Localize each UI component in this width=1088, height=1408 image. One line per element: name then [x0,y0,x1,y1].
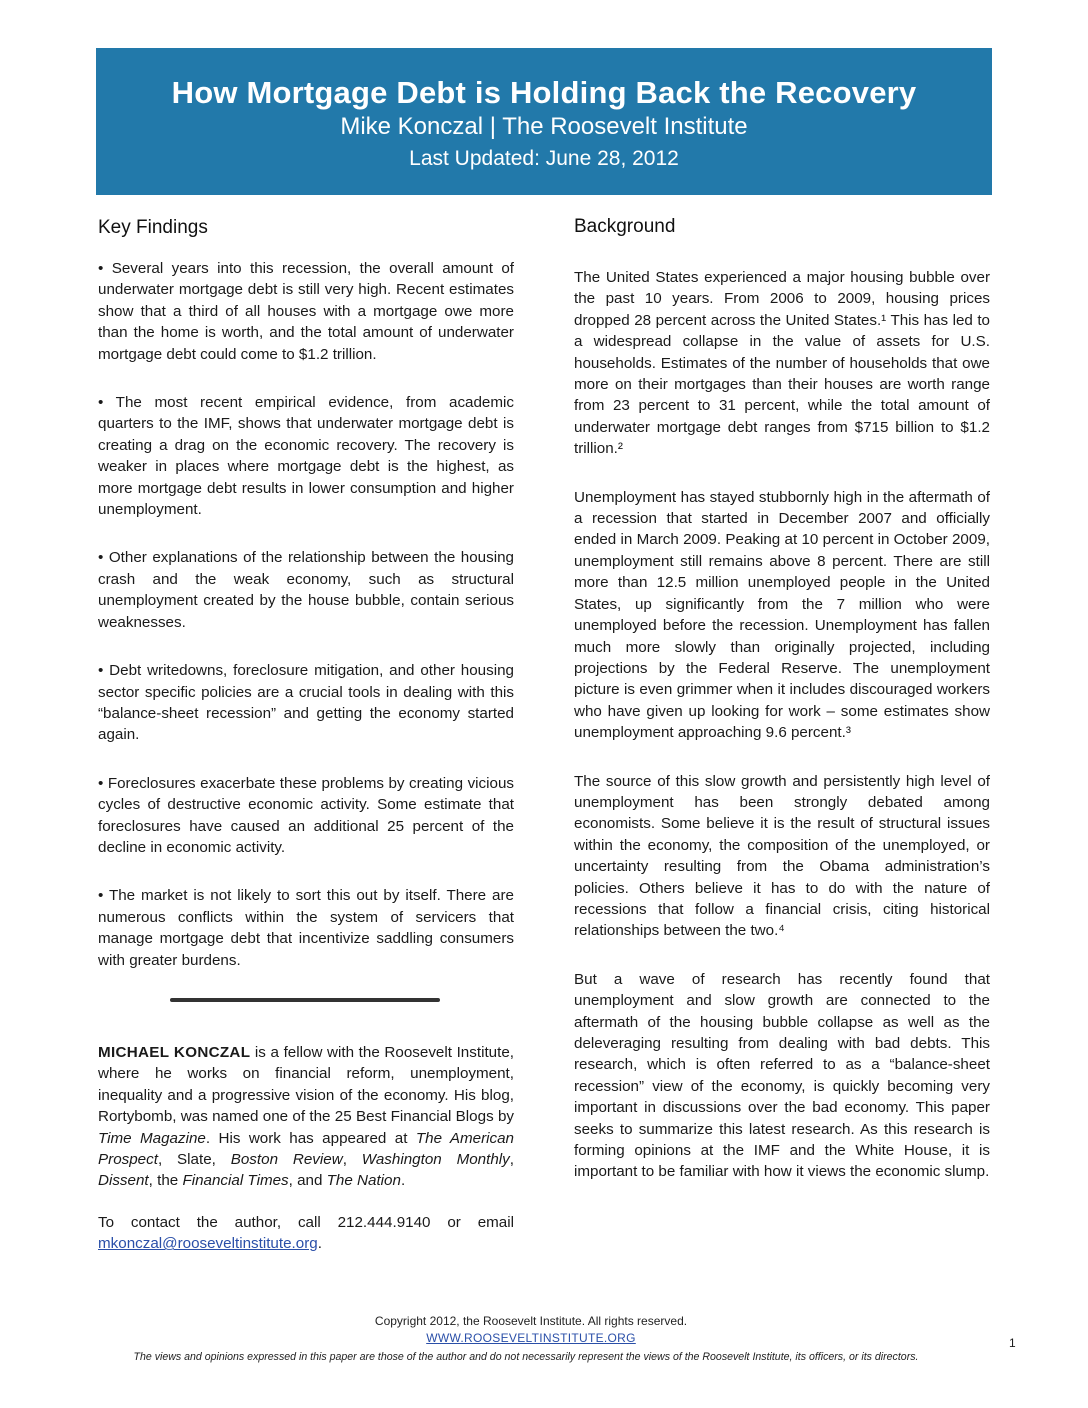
author-name: MICHAEL KONCZAL [98,1043,251,1061]
bio-text: , [509,1151,514,1168]
key-findings-heading: Key Findings [98,217,208,238]
background-paragraph: The source of this slow growth and persistently high level of unemployment has been strongly debated among economists. Some believe it is the result of structural issues within the economy, the composition of the unemployed, or uncertainty resulting from the Obama administration’s policies. Others believe it has to do with the nature of recessions that follow a financial crisis, citing historical relationships between the two.⁴ [574,772,990,940]
background-paragraph: But a wave of research has recently found that unemployment and slow growth are connected to the aftermath of the housing bubble collapse as well as the deleveraging resulting from dealing with bad debts. This research, which is often referred to as a “balance-sheet recession” view of the economy, is quickly becoming very important in discussions over the bad economy. This paper seeks to summarize this latest research. As this research is forming opinions at the IMF and the White House, it is important to be familiar with how it views the economic slump. [574,970,990,1181]
bio-publication: The American Prospect [98,1129,514,1168]
website-link[interactable]: WWW.ROOSEVELTINSTITUTE.ORG [426,1331,636,1345]
contact-info [98,1212,514,1255]
bio-text: , [342,1151,362,1168]
author-email-link[interactable]: mkonczal@rooseveltinstitute.org [98,1235,318,1253]
bio-text: is a fellow with the Roosevelt Institute, where he works on financial reform, unemployment, inequality and a progressive vision of the economy. His blog, Rortybomb, was named one of the 25 Best Financial Blogs by [98,1043,514,1126]
bio-publication: Financial Times [182,1172,289,1190]
key-finding-item: • Several years into this recession, the overall amount of underwater mortgage debt is still very high. Recent estimates show that a third of all houses with a mortgage owe more than the home is worth, and the total amount of underwater mortgage debt could come to $1.2 trillion. [98,260,514,363]
page-number: 1 [1009,1336,1016,1350]
author-bio [98,1042,514,1192]
key-finding-item: • The most recent empirical evidence, from academic quarters to the IMF, shows that underwater mortgage debt is creating a drag on the economic recovery. The recovery is weaker in places where mortgage debt is the highest, as more mortgage debt results in lower consumption and higher unemployment. [98,394,514,519]
contact-text-end: . [317,1235,322,1253]
key-finding-item: • Debt writedowns, foreclosure mitigation, and other housing sector specific policies are a crucial tools in dealing with this “balance-sheet recession” and getting the economy started again. [98,662,514,744]
document-title: How Mortgage Debt is Holding Back the Recovery [171,75,917,110]
bio-text: . [400,1172,406,1190]
key-finding-item: • Other explanations of the relationship between the housing crash and the weak economy, such as structural unemployment created by the house bubble, contain serious weaknesses. [98,549,514,631]
last-updated: Last Updated: June 28, 2012 [409,147,679,170]
key-finding-item: • Foreclosures exacerbate these problems by creating vicious cycles of destructive economic activity. Some estimate that foreclosures have caused an additional 25 percent of the decline in economic activity. [98,774,514,856]
bio-publication: The Nation [326,1172,401,1190]
background-heading: Background [574,216,676,237]
bio-publication: Dissent [98,1172,149,1190]
author-line: Mike Konczal | The Roosevelt Institute [340,113,748,140]
bio-publication: Time Magazine [98,1129,206,1147]
contact-text: To contact the author, call 212.444.9140 or email [98,1213,514,1231]
bio-text: , Slate, [157,1151,231,1168]
background-paragraph: Unemployment has stayed stubbornly high in the aftermath of a recession that started in December 2007 and officially ended in March 2009. Peaking at 10 percent in October 2009, unemployment still remains above 8 percent. There are still more than 12.5 million unemployed people in the United States, up significantly from the 7 million who were unemployed before the recession. Unemployment has fallen much more slowly than originally projected, including projections by the Federal Reserve. The unemployment picture is even grimmer when it includes discouraged workers who have given up looking for work – some estimates show unemployment approaching 9.6 percent.³ [574,488,990,742]
right-column [574,214,990,1210]
disclaimer: The views and opinions expressed in this paper are those of the author and do not necessarily represent the views of the Roosevelt Institute, its officers, or its directors. [133,1351,919,1363]
bio-text: , and [288,1172,327,1190]
bio-publication: Boston Review [230,1151,343,1168]
title-banner [96,48,992,195]
background-paragraph: The United States experienced a major housing bubble over the past 10 years. From 2006 to 2009, housing prices dropped 28 percent across the United States.¹ This has led to a widespread collapse in the value of assets for U.S. households. Estimates of the number of households that owe more on their mortgages than their houses are worth range from 23 percent to 31 percent, while the total amount of underwater mortgage debt ranges from $715 billion to $1.2 trillion.² [574,269,990,458]
key-finding-item: • The market is not likely to sort this out by itself. There are numerous conflicts within the system of servicers that manage mortgage debt that incentivize saddling consumers with greater burdens. [98,887,514,969]
bio-publication: Washington Monthly [361,1151,510,1168]
copyright-notice: Copyright 2012, the Roosevelt Institute. All rights reserved. [374,1314,688,1328]
bio-text: . His work has appeared at [205,1129,416,1147]
section-divider [170,998,440,1002]
bio-text: , the [148,1172,183,1190]
left-column [98,214,514,1282]
